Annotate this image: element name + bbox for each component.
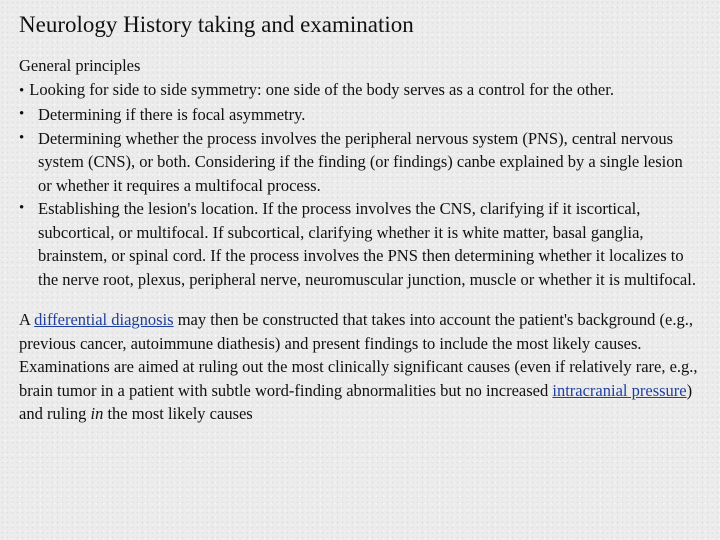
- differential-diagnosis-paragraph: [19, 308, 699, 426]
- list-item-text: Determining whether the process involves the peripheral nervous system (PNS), central nervous system (CNS), or both. Considering if the finding (or findings) canbe explained by a single lesion or whether it requires a multifocal process.: [38, 128, 683, 195]
- list-item: [19, 127, 699, 198]
- paragraph-text: the most likely causes: [103, 404, 253, 423]
- list-item: [19, 197, 699, 291]
- slide-content: [19, 54, 699, 426]
- list-item: [19, 78, 699, 104]
- intracranial-pressure-link[interactable]: intracranial pressure: [552, 380, 687, 400]
- bullet-icon: •: [19, 129, 25, 146]
- bullet-icon: •: [19, 200, 25, 216]
- paragraph-text: ) and ruling: [19, 380, 693, 423]
- bullet-icon: •: [19, 82, 25, 99]
- list-item-text: Looking for side to side symmetry: one side of the body serves as a control for the other.: [29, 79, 614, 99]
- list-item: [19, 103, 699, 127]
- paragraph-text: A: [19, 310, 35, 329]
- page-title: Neurology History taking and examination: [19, 12, 414, 37]
- paragraph-text: may then be constructed that takes into account the patient's background (e.g., previous cancer, autoimmune diathesis) and present findings to include the most likely causes. Examinations are aimed at ruling out the most clinically significant causes (even if relatively rare, e.g., brain tumor in a patient with subtle word-finding abnormalities but no increased: [19, 310, 698, 400]
- bullet-icon: •: [19, 106, 25, 122]
- emphasis-text: in: [90, 404, 104, 423]
- list-item-text: Establishing the lesion's location. If the process involves the CNS, clarifying if it iscortical, subcortical, or multifocal. If subcortical, clarifying whether it is white matter, basal ganglia, brainstem, or spinal cord. If the process involves the PNS then determining whether it localizes to the nerve root, plexus, peripheral nerve, neuromuscular junction, muscle or whether it is multifocal.: [38, 199, 696, 289]
- list-item-text: Determining if there is focal asymmetry.: [38, 105, 306, 124]
- section-heading: General principles: [19, 56, 141, 75]
- principles-list: [19, 78, 699, 292]
- differential-diagnosis-link[interactable]: differential diagnosis: [34, 310, 174, 329]
